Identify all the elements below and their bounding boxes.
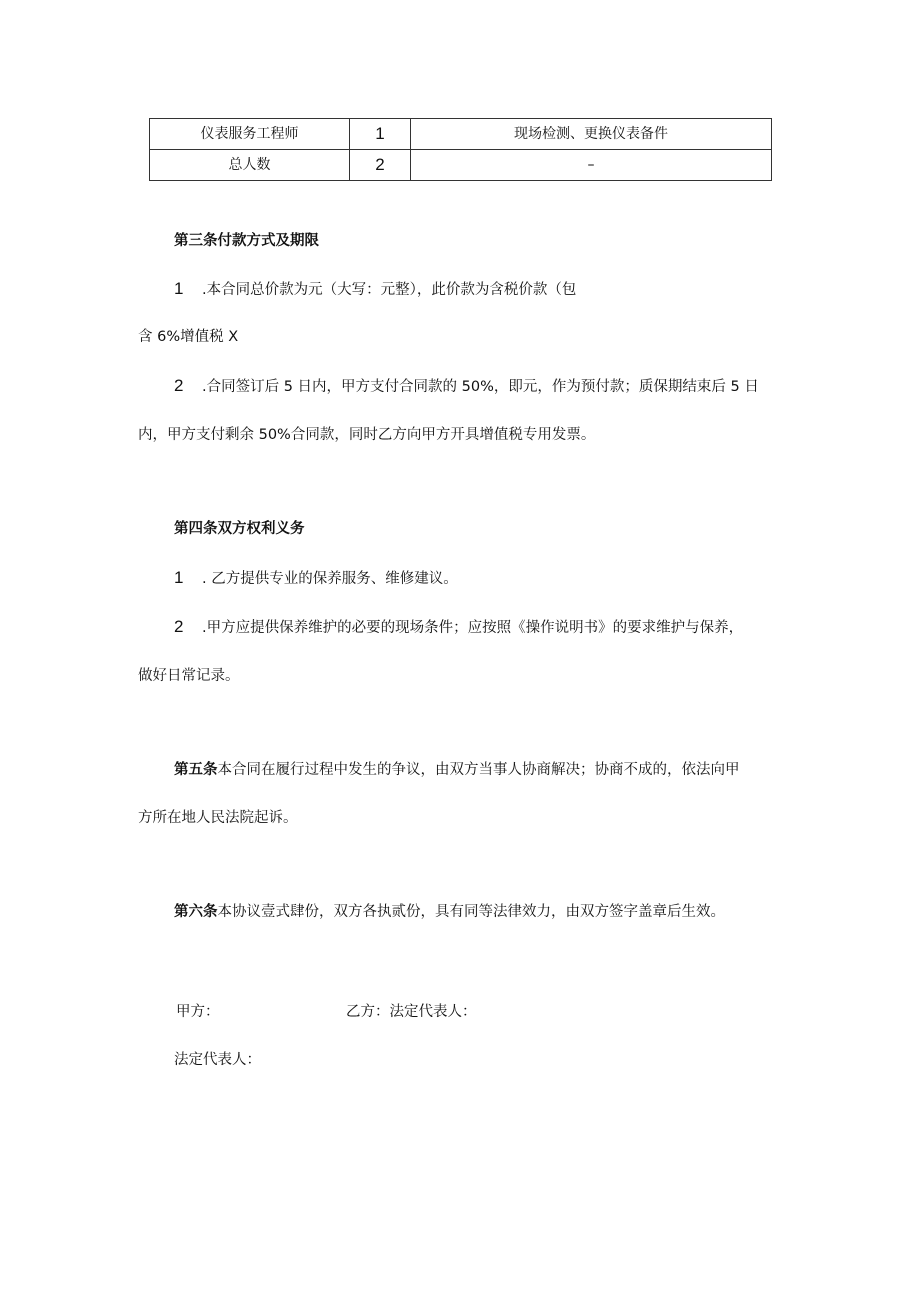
item-text: . 乙方提供专业的保养服务、维修建议。: [202, 571, 458, 587]
item-index: 2: [174, 617, 184, 636]
item-index: 2: [174, 376, 184, 395]
item-text: .合同签订后 5 日内，甲方支付合同款的 50%，即元，作为预付款；质保期结束后 5 日: [202, 379, 759, 395]
article3-item2: [174, 375, 759, 398]
article4-item1: [174, 567, 458, 590]
legal-rep-label: 法定代表人：: [174, 1052, 261, 1068]
party-a-label: 甲方：: [176, 1004, 220, 1020]
article5-label: 第五条: [174, 762, 218, 778]
article4-item2: [174, 616, 743, 639]
role-cell: 总人数: [150, 150, 350, 181]
table-row: [150, 119, 772, 150]
article5-continuation: 方所在地人民法院起诉。: [138, 810, 298, 826]
item-index: 1: [174, 568, 184, 587]
table-row: [150, 150, 772, 181]
count-cell: 1: [350, 119, 411, 150]
article6-line: [174, 901, 725, 923]
article6-label: 第六条: [174, 904, 218, 920]
staff-table: [149, 118, 772, 181]
article3-item1: [174, 278, 576, 301]
item-index: 1: [174, 279, 184, 298]
item-text: .甲方应提供保养维护的必要的现场条件；应按照《操作说明书》的要求维护与保养，: [202, 620, 744, 636]
duty-cell: –: [411, 150, 772, 181]
article4-item2-continuation: 做好日常记录。: [138, 668, 240, 684]
article5-text: 本合同在履行过程中发生的争议，由双方当事人协商解决；协商不成的，依法向甲: [217, 762, 740, 778]
party-b-label: 乙方：法定代表人：: [346, 1004, 477, 1020]
duty-cell: 现场检测、更换仪表备件: [411, 119, 772, 150]
article4-heading: 第四条双方权利义务: [174, 521, 305, 537]
article5-line: [174, 759, 740, 781]
article3-item1-continuation: 含 6%增值税 X: [138, 329, 239, 345]
role-cell: 仪表服务工程师: [150, 119, 350, 150]
article6-text: 本协议壹式肆份，双方各执贰份，具有同等法律效力，由双方签字盖章后生效。: [217, 904, 725, 920]
article3-heading: 第三条付款方式及期限: [174, 233, 319, 249]
count-cell: 2: [350, 150, 411, 181]
article3-item2-continuation: 内，甲方支付剩余 50%合同款，同时乙方向甲方开具增值税专用发票。: [138, 427, 596, 443]
item-text: .本合同总价款为元（大写：元整），此价款为含税价款（包: [202, 282, 577, 298]
